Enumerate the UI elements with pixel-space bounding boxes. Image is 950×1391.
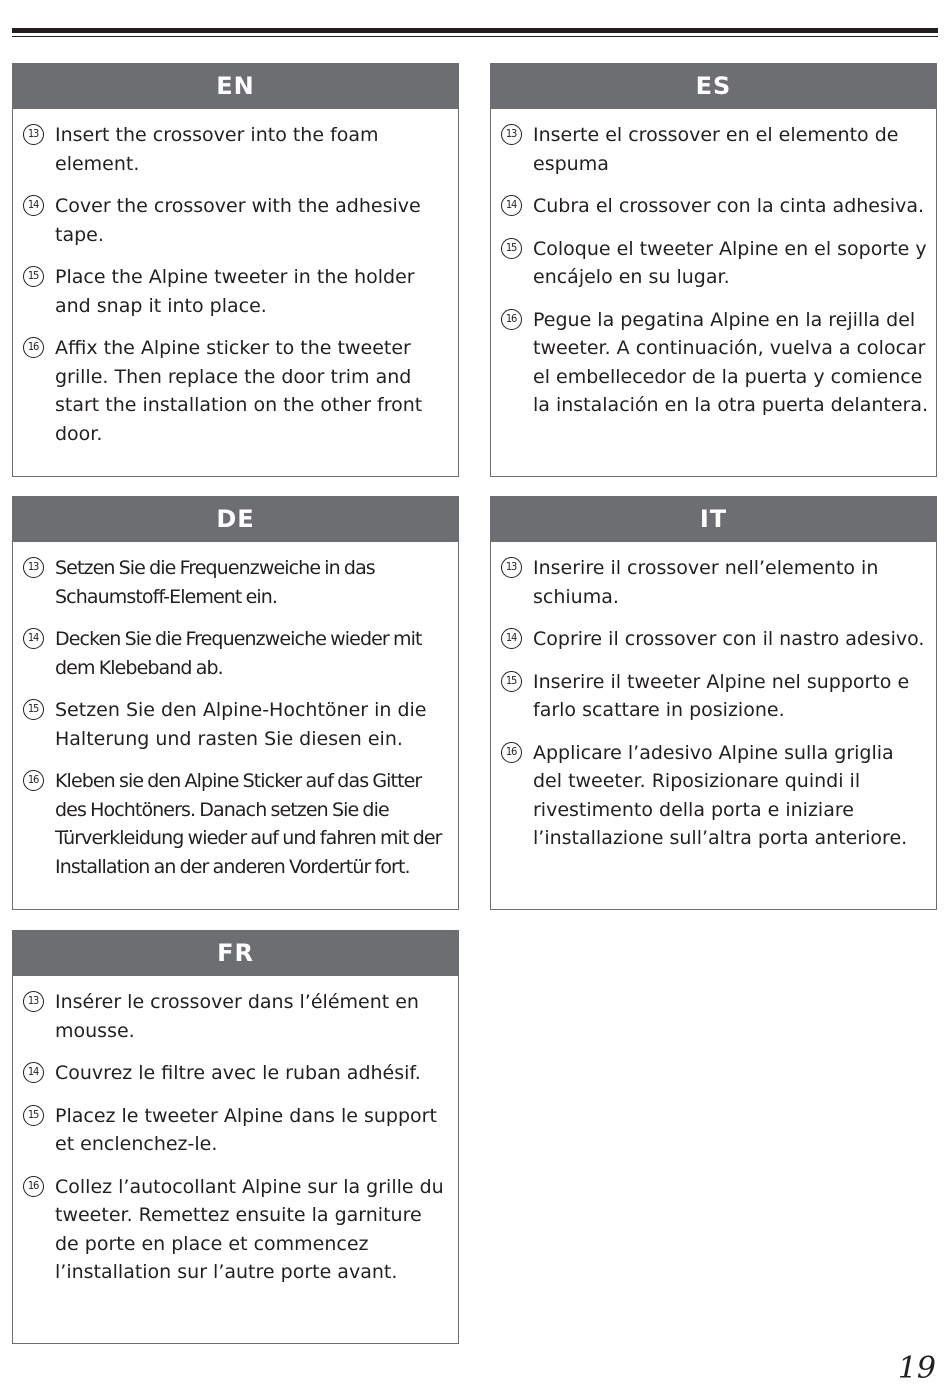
step-text: Place the Alpine tweeter in the holder and snap it into place. [55, 266, 415, 317]
step-text: Pegue la pegatina Alpine en la rejilla del tweeter. A continuación, vuelva a colocar el embellecedor de la puerta y comience la instalación en la otra puerta delantera. [533, 308, 929, 416]
steps-list-it [491, 542, 936, 853]
step-16 [23, 767, 450, 881]
step-number-badge: 14 [501, 195, 522, 216]
step-16 [501, 739, 928, 853]
section-en [12, 63, 459, 477]
top-rule-thin [12, 36, 938, 37]
step-14 [23, 1059, 450, 1088]
step-text: Inserire il crossover nell’elemento in schiuma. [533, 557, 879, 608]
step-13 [501, 554, 928, 611]
step-number-badge: 16 [501, 309, 522, 330]
step-number-badge: 16 [23, 770, 44, 791]
step-text: Insérer le crossover dans l’élément en mousse. [55, 991, 419, 1042]
step-14 [23, 192, 450, 249]
step-text: Inserire il tweeter Alpine nel supporto e farlo scattare in posizione. [533, 670, 910, 721]
step-16 [23, 1173, 450, 1287]
step-15 [501, 668, 928, 725]
step-text: Placez le tweeter Alpine dans le support et enclenchez-le. [55, 1104, 437, 1155]
step-number-badge: 15 [501, 671, 522, 692]
step-text: Inserte el crossover en el elemento de espuma [533, 124, 899, 175]
step-15 [501, 235, 928, 292]
step-number-badge: 14 [23, 195, 44, 216]
step-text: Cover the crossover with the adhesive tape. [55, 195, 421, 246]
step-14 [501, 625, 928, 654]
section-heading-en: EN [13, 64, 458, 109]
step-text: Insert the crossover into the foam element. [55, 124, 379, 175]
step-number-badge: 13 [23, 991, 44, 1012]
step-15 [23, 696, 450, 753]
step-text: Couvrez le filtre avec le ruban adhésif. [55, 1062, 421, 1084]
step-13 [501, 121, 928, 178]
step-number-badge: 14 [23, 1062, 44, 1083]
steps-list-en [13, 109, 458, 448]
step-number-badge: 14 [501, 628, 522, 649]
step-number-badge: 16 [501, 742, 522, 763]
step-text: Decken Sie die Frequenzweiche wieder mit dem Klebeband ab. [55, 628, 422, 679]
step-number-badge: 16 [23, 337, 44, 358]
step-text: Applicare l’adesivo Alpine sulla griglia del tweeter. Riposizionare quindi il rivestimento della porta e iniziare l’installazione sull’altra porta anteriore. [533, 741, 908, 849]
section-de [12, 496, 459, 910]
step-text: Cubra el crossover con la cinta adhesiva. [533, 195, 925, 217]
steps-list-de [13, 542, 458, 881]
section-heading-it: IT [491, 497, 936, 542]
section-heading-de: DE [13, 497, 458, 542]
section-heading-fr: FR [13, 931, 458, 976]
step-14 [23, 625, 450, 682]
step-number-badge: 13 [23, 557, 44, 578]
step-number-badge: 15 [23, 1105, 44, 1126]
step-number-badge: 13 [501, 124, 522, 145]
step-text: Setzen Sie den Alpine-Hochtöner in die Halterung und rasten Sie diesen ein. [55, 699, 427, 750]
step-number-badge: 16 [23, 1176, 44, 1197]
step-number-badge: 15 [23, 266, 44, 287]
step-text: Coloque el tweeter Alpine en el soporte y encájelo en su lugar. [533, 237, 927, 288]
step-13 [23, 121, 450, 178]
step-text: Kleben sie den Alpine Sticker auf das Gitter des Hochtöners. Danach setzen Sie die Türverkleidung wieder auf und fahren mit der Installation an der anderen Vordertür fort. [55, 770, 442, 878]
step-text: Coprire il crossover con il nastro adesivo. [533, 628, 925, 650]
step-number-badge: 13 [23, 124, 44, 145]
step-number-badge: 15 [501, 238, 522, 259]
step-number-badge: 15 [23, 699, 44, 720]
step-14 [501, 192, 928, 221]
section-heading-es: ES [491, 64, 936, 109]
page-number: 19 [897, 1351, 936, 1386]
step-16 [23, 334, 450, 448]
step-number-badge: 13 [501, 557, 522, 578]
step-text: Affix the Alpine sticker to the tweeter grille. Then replace the door trim and start the installation on the other front door. [55, 337, 423, 445]
step-16 [501, 306, 928, 420]
section-it [490, 496, 937, 910]
step-text: Collez l’autocollant Alpine sur la grille du tweeter. Remettez ensuite la garniture de porte en place et commencez l’installation sur l’autre porte avant. [55, 1175, 444, 1283]
section-es [490, 63, 937, 477]
steps-list-fr [13, 976, 458, 1287]
step-15 [23, 1102, 450, 1159]
step-13 [23, 988, 450, 1045]
step-text: Setzen Sie die Frequenzweiche in das Schaumstoff-Element ein. [55, 557, 375, 608]
top-rule-thick [12, 28, 938, 33]
step-13 [23, 554, 450, 611]
step-15 [23, 263, 450, 320]
steps-list-es [491, 109, 936, 420]
step-number-badge: 14 [23, 628, 44, 649]
section-fr [12, 930, 459, 1344]
